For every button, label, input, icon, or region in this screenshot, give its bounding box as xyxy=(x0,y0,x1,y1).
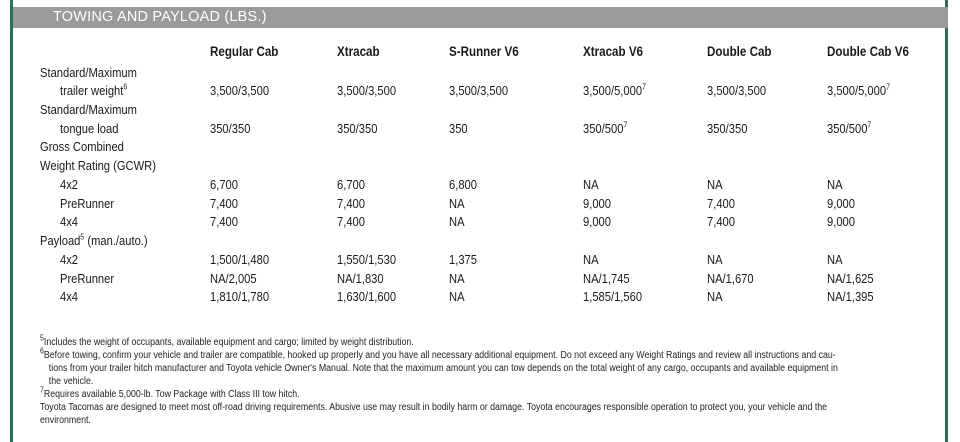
cell-gcwr-prerunner: NA xyxy=(449,196,465,211)
cell-towing: 3,500/3,500 xyxy=(337,83,397,98)
footnote-5: $^5$Includes the weight of occupants, available equipment and cargo; limited by weight distribution. xyxy=(40,333,414,348)
cell-payload-4x2: NA xyxy=(583,252,599,267)
cell-towing: 3,500/3,500 xyxy=(210,83,270,98)
row-label-gcwr-4x2: 4x2 xyxy=(60,177,79,192)
col-header-regular-cab: Regular Cab xyxy=(210,44,279,59)
cell-payload-prerunner: NA/1,625 xyxy=(827,271,874,286)
cell-payload-4x2: NA xyxy=(827,252,843,267)
row-label-payload-prerunner: PreRunner xyxy=(60,271,115,286)
row-label-gcwr-prerunner: PreRunner xyxy=(60,196,115,211)
cell-gcwr-4x2: NA xyxy=(827,177,843,192)
cell-towing: 3,500/3,500 xyxy=(707,83,767,98)
footnote-6-end: the vehicle. xyxy=(48,376,94,387)
cell-tongue: 350 xyxy=(449,121,468,136)
cell-towing: 3,500/5,000$^7$ xyxy=(583,82,646,98)
cell-gcwr-prerunner: 9,000 xyxy=(583,196,611,211)
cell-gcwr-prerunner: 7,400 xyxy=(337,196,365,211)
cell-payload-4x2: NA xyxy=(707,252,723,267)
row-label-payload-4x2: 4x2 xyxy=(60,252,79,267)
cell-gcwr-4x4: NA xyxy=(449,214,465,229)
cell-gcwr-4x4: 9,000 xyxy=(583,214,611,229)
col-header-double-cab: Double Cab xyxy=(707,44,772,59)
cell-payload-4x4: NA/1,395 xyxy=(827,289,874,304)
cell-gcwr-prerunner: 7,400 xyxy=(707,196,735,211)
cell-towing: 3,500/3,500 xyxy=(449,83,509,98)
row-label-payload-4x4: 4x4 xyxy=(60,289,79,304)
footnotes xyxy=(40,333,920,427)
col-header-xtracab-v6: Xtracab V6 xyxy=(583,44,644,59)
section-title: TOWING AND PAYLOAD (LBS.) xyxy=(53,9,267,25)
cell-gcwr-4x2: NA xyxy=(583,177,599,192)
cell-payload-prerunner: NA/1,745 xyxy=(583,271,630,286)
cell-payload-4x4: 1,630/1,600 xyxy=(337,289,397,304)
cell-payload-4x2: 1,375 xyxy=(449,252,477,267)
cell-gcwr-4x2: NA xyxy=(707,177,723,192)
row-label-gcwr-line2: Weight Rating (GCWR) xyxy=(40,158,156,173)
col-header-s-runner-v6: S-Runner V6 xyxy=(449,44,519,59)
cell-gcwr-4x4: 7,400 xyxy=(210,214,238,229)
footnote-7: $^7$Requires available 5,000-lb. Tow Package with Class III tow hitch. xyxy=(40,385,300,400)
col-header-double-cab-v6: Double Cab V6 xyxy=(827,44,909,59)
cell-payload-4x2: 1,550/1,530 xyxy=(337,252,397,267)
cell-gcwr-4x2: 6,700 xyxy=(337,177,365,192)
cell-payload-prerunner: NA/1,670 xyxy=(707,271,754,286)
row-label-gcwr-4x4: 4x4 xyxy=(60,214,79,229)
cell-payload-4x4: 1,810/1,780 xyxy=(210,289,270,304)
row-label-tongue-line2: tongue load xyxy=(60,121,119,136)
cell-tongue: $350/500^7$ xyxy=(583,120,628,136)
cell-gcwr-4x4: 7,400 xyxy=(707,214,735,229)
disclaimer: Toyota Tacomas are designed to meet most off-road driving requirements. Abusive use may result in bodily harm or damage. Toyota encourages responsible operation to protect you, your vehicle and the xyxy=(40,402,828,413)
cell-gcwr-4x4: 7,400 xyxy=(337,214,365,229)
cell-gcwr-4x2: 6,700 xyxy=(210,177,238,192)
cell-payload-4x4: NA xyxy=(707,289,723,304)
footnote-6: $^6$Before towing, confirm your vehicle and trailer are compatible, hooked up properly and you have all necessary additional equipment. Do not exceed any Weight Ratings and review all instructions and cau- xyxy=(40,346,836,361)
cell-tongue: $350/500^7$ xyxy=(827,120,872,136)
cell-gcwr-4x2: 6,800 xyxy=(449,177,477,192)
cell-towing: 3,500/5,000$^7$ xyxy=(827,82,890,98)
cell-payload-4x4: 1,585/1,560 xyxy=(583,289,643,304)
footnote-6-cont: tions from your trailer hitch manufacturer and Toyota vehicle Owner's Manual. Note that the maximum amount you can tow depends on the total weight of any cargo, occupants and available equipment in xyxy=(48,363,838,374)
row-label-tongue-line1: Standard/Maximum xyxy=(40,102,137,117)
cell-payload-4x2: 1,500/1,480 xyxy=(210,252,270,267)
cell-payload-prerunner: NA/1,830 xyxy=(337,271,384,286)
row-label-towing-line1: Standard/Maximum xyxy=(40,65,137,80)
cell-tongue: 350/350 xyxy=(210,121,251,136)
disclaimer-end: environment. xyxy=(40,415,91,426)
cell-payload-prerunner: NA/2,005 xyxy=(210,271,257,286)
row-label-gcwr-line1: Gross Combined xyxy=(40,139,124,154)
cell-payload-4x4: NA xyxy=(449,289,465,304)
row-label-towing-line2: trailer weight$^6$ xyxy=(60,82,128,98)
row-label-payload: Payload$^5$ (man./auto.) xyxy=(40,232,148,248)
cell-payload-prerunner: NA xyxy=(449,271,465,286)
col-header-xtracab: Xtracab xyxy=(337,44,380,59)
cell-tongue: 350/350 xyxy=(337,121,378,136)
cell-tongue: 350/350 xyxy=(707,121,748,136)
cell-gcwr-prerunner: 9,000 xyxy=(827,196,855,211)
cell-gcwr-prerunner: 7,400 xyxy=(210,196,238,211)
cell-gcwr-4x4: 9,000 xyxy=(827,214,855,229)
